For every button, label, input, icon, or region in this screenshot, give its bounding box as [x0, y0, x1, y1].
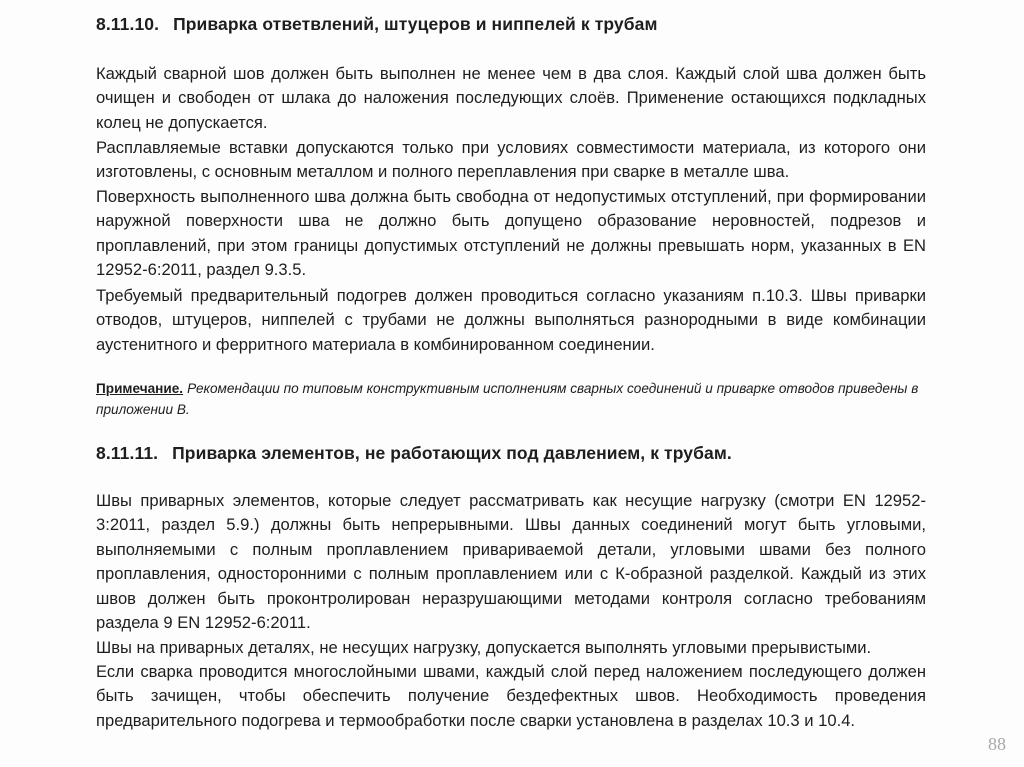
paragraph: Швы на приварных деталях, не несущих нагрузку, допускается выполнять угловыми прерывистыми. — [96, 638, 872, 657]
section-heading-8-11-10 — [96, 14, 658, 35]
section-title: Приварка ответвлений, штуцеров и ниппелей к трубам — [173, 14, 658, 34]
section-number: 8.11.10. — [96, 14, 160, 34]
section-title: Приварка элементов, не работающих под давлением, к трубам. — [172, 443, 732, 463]
paragraph: Швы приварных элементов, которые следует рассматривать как несущие нагрузку (смотри EN 12952-3:2011, раздел 5.9.) должны быть непрерывными. Швы данных соединений могут быть угловыми, выполняемыми с полным проплавлением привариваемой детали, угловыми швами без полного проплавления, односторонними с полным проплавлением или с К-образной разделкой. Каждый из этих швов должен быть проконтролирован неразрушающими методами контроля согласно требованиям раздела 9 EN 12952-6:2011. — [96, 491, 926, 633]
paragraph: Требуемый предварительный подогрев должен проводиться согласно указаниям п.10.3. Швы приварки отводов, штуцеров, ниппелей с трубами не должны выполняться разнородными в виде комбинации аустенитного и ферритного материала в комбинированном соединении. — [96, 286, 926, 354]
note-label: Примечание. — [96, 381, 184, 396]
section-number: 8.11.11. — [96, 443, 159, 463]
note — [96, 378, 926, 420]
paragraph: Поверхность выполненного шва должна быть свободна от недопустимых отступлений, при формировании наружной поверхности шва не должно быть допущено образование неровностей, подрезов и проплавлений, при этом границы допустимых отступлений не должны превышать норм, указанных в EN 12952-6:2011, раздел 9.3.5. — [96, 187, 926, 280]
section-heading-8-11-11 — [96, 443, 732, 464]
page-number: 88 — [988, 734, 1006, 754]
paragraph: Каждый сварной шов должен быть выполнен не менее чем в два слоя. Каждый слой шва должен быть очищен и свободен от шлака до наложения последующих слоёв. Применение остающихся подкладных колец не допускается. — [96, 64, 926, 132]
paragraph: Если сварка проводится многослойными швами, каждый слой перед наложением последующего должен быть зачищен, чтобы обеспечить получение бездефектных швов. Необходимость проведения предварительного подогрева и термообработки после сварки установлена в разделах 10.3 и 10.4. — [96, 662, 926, 730]
note-text: Рекомендации по типовым конструктивным исполнениям сварных соединений и приварке отводов приведены в приложении В. — [96, 381, 919, 417]
paragraph: Расплавляемые вставки допускаются только при условиях совместимости материала, из которого они изготовлены, с основным металлом и полного переплавления при сварке в металле шва. — [96, 138, 926, 182]
